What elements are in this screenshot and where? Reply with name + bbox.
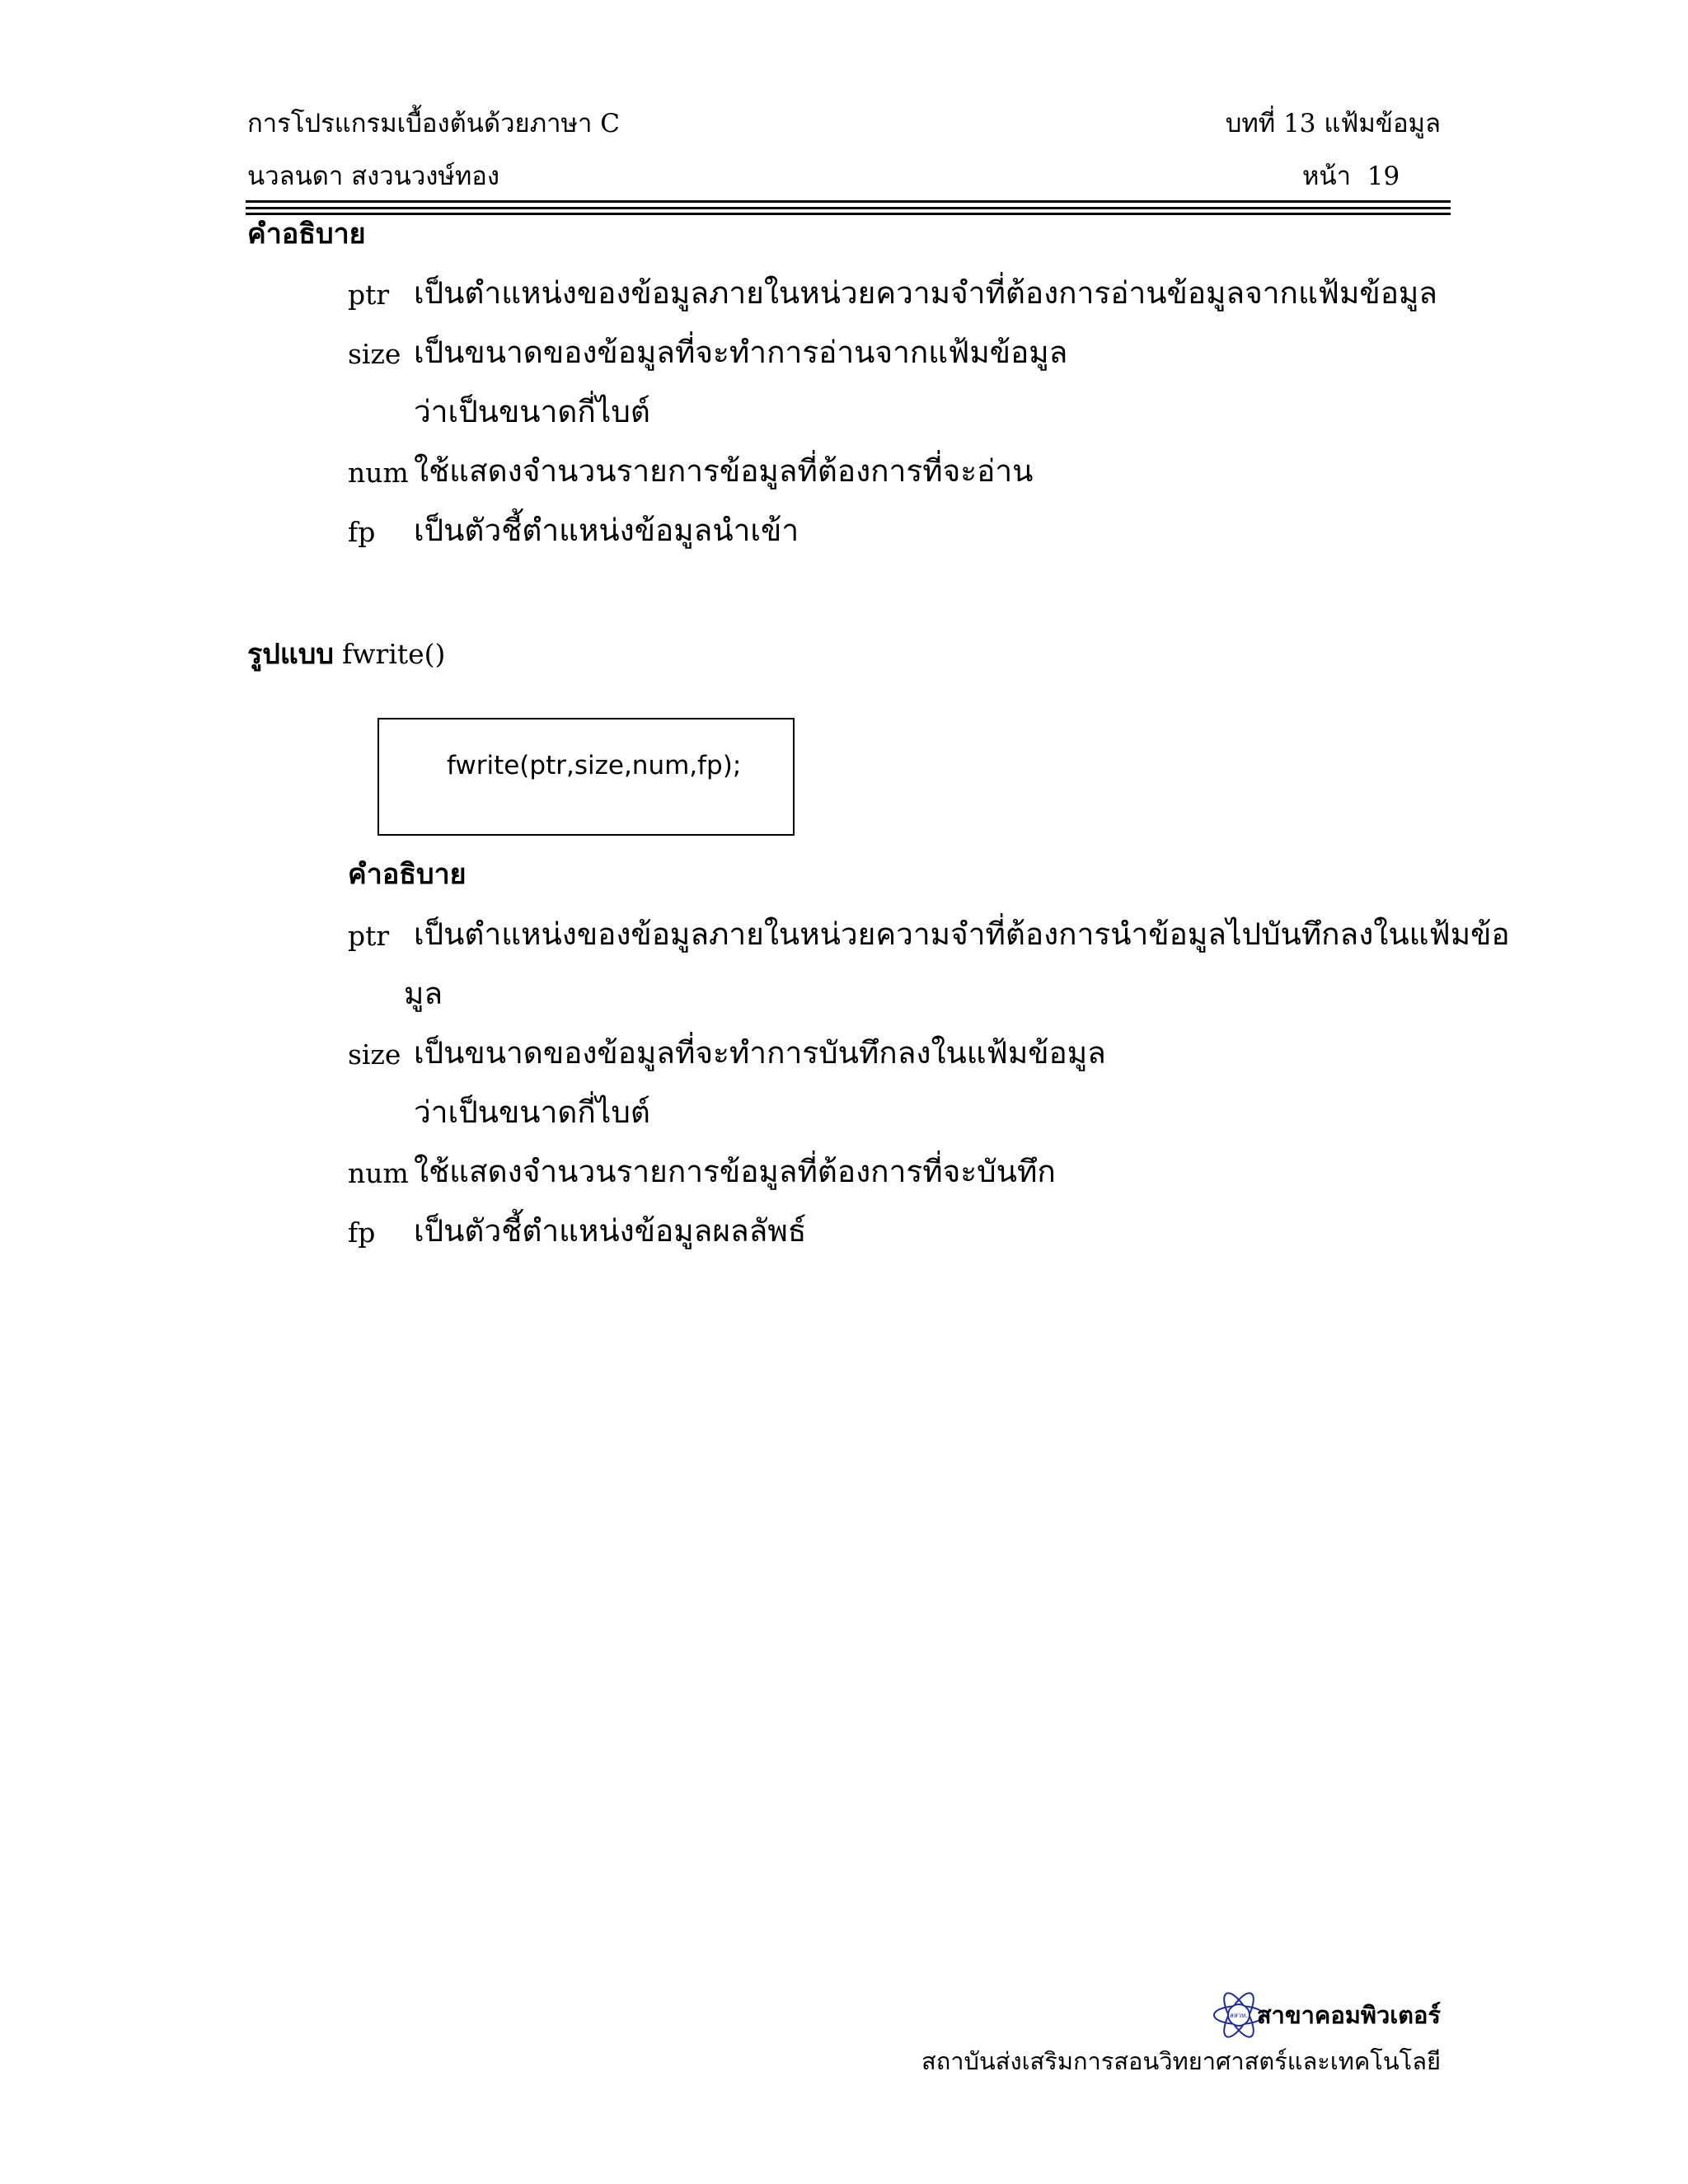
footer-department: สาขาคอมพิวเตอร์ xyxy=(1256,2001,1441,2029)
header-rule-top xyxy=(246,200,1451,203)
fwrite-description-heading: คำอธิบาย xyxy=(348,858,467,891)
fwrite-param-desc: เป็นขนาดของข้อมูลที่จะทำการบันทึกลงในแฟ้มข้อมูล xyxy=(414,1035,1106,1071)
fread-param-term: ptr xyxy=(348,279,390,311)
page-label: หน้า xyxy=(1302,162,1352,191)
fread-param-desc: เป็นตัวชี้ตำแหน่งข้อมูลนำเข้า xyxy=(414,513,799,548)
header-rule-middle xyxy=(246,207,1451,209)
fwrite-param-desc: เป็นตัวชี้ตำแหน่งข้อมูลผลลัพธ์ xyxy=(414,1213,807,1249)
function-name: fwrite() xyxy=(342,638,446,670)
fwrite-param-desc: เป็นตำแหน่งของข้อมูลภายในหน่วยความจำที่ต้องการนำข้อมูลไปบันทึกลงในแฟ้มข้อ xyxy=(414,916,1510,952)
format-label: รูปแบบ xyxy=(247,638,334,671)
code-snippet: fwrite(ptr,size,num,fp); xyxy=(447,751,742,780)
page-number: 19 xyxy=(1367,162,1400,191)
fwrite-param-term: fp xyxy=(348,1216,376,1249)
fread-param-term: size xyxy=(348,338,401,370)
fwrite-param-desc: ใช้แสดงจำนวนรายการข้อมูลที่ต้องการที่จะบันทึก xyxy=(414,1154,1056,1189)
chapter-title: บทที่ 13 แฟ้มข้อมูล xyxy=(1225,109,1441,138)
page-number-label xyxy=(1302,160,1400,193)
fwrite-param-desc-cont: มูล xyxy=(404,976,443,1011)
fread-param-desc: เป็นตำแหน่งของข้อมูลภายในหน่วยความจำที่ต้องการอ่านข้อมูลจากแฟ้มข้อมูล xyxy=(414,275,1437,311)
fwrite-format-line xyxy=(247,635,445,679)
fwrite-param-term: size xyxy=(348,1038,401,1071)
fread-param-desc: เป็นขนาดของข้อมูลที่จะทำการอ่านจากแฟ้มข้อมูล xyxy=(414,335,1068,370)
footer-institute: สถาบันส่งเสริมการสอนวิทยาศาสตร์และเทคโนโลยี xyxy=(921,2047,1441,2075)
author-name: นวลนดา สงวนวงษ์ทอง xyxy=(247,162,500,191)
fread-description-heading: คำอธิบาย xyxy=(247,218,366,251)
code-box xyxy=(377,718,795,836)
header-rule-bottom xyxy=(246,213,1451,215)
logo-text: สสวท. xyxy=(1229,2012,1249,2019)
fwrite-param-desc-cont: ว่าเป็นขนาดกี่ไบต์ xyxy=(414,1094,650,1130)
fread-param-term: fp xyxy=(348,516,376,548)
fwrite-param-term: ptr xyxy=(348,920,390,952)
fwrite-param-term: num xyxy=(348,1157,409,1189)
course-title: การโปรแกรมเบื้องต้นด้วยภาษา C xyxy=(247,109,620,138)
fread-param-desc-cont: ว่าเป็นขนาดกี่ไบต์ xyxy=(414,394,650,429)
fread-param-term: num xyxy=(348,457,409,489)
fread-param-desc: ใช้แสดงจำนวนรายการข้อมูลที่ต้องการที่จะอ่าน xyxy=(414,453,1034,489)
